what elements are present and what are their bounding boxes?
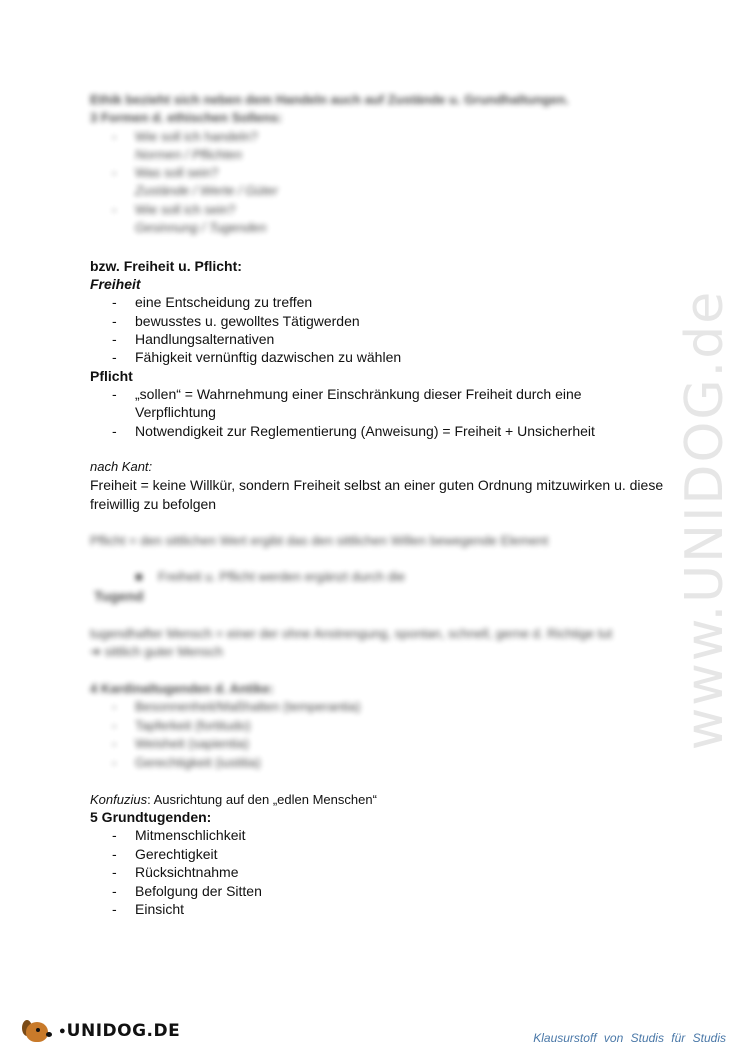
watermark: www.UNIDOG.de — [675, 289, 735, 751]
dash: - — [112, 755, 117, 770]
kardinal-item: Besonnenheit/Maßhalten (temperantia) — [135, 699, 361, 714]
dash: - — [112, 901, 117, 917]
dash: - — [112, 165, 117, 180]
pflicht-definition: Pflicht = den sittlichen Wert ergibt das den sittlichen Willen bewegende Element — [90, 533, 549, 548]
kardinal-heading: 4 Kardinaltugenden d. Antike: — [90, 681, 274, 696]
dash: - — [112, 699, 117, 714]
intro-answer: Gesinnung / Tugenden — [135, 220, 267, 235]
dash: - — [112, 423, 117, 439]
tugend-definition: tugendhafter Mensch = einer der ohne Anstrengung, spontan, schnell, gerne d. Richtige tut — [90, 626, 613, 641]
grundtugend-item: Befolgung der Sitten — [135, 883, 262, 899]
dash: - — [112, 827, 117, 843]
label-freiheit: Freiheit — [90, 276, 141, 292]
unidog-logo — [22, 1016, 180, 1046]
grundtugend-item: Mitmenschlichkeit — [135, 827, 246, 843]
logo-text-a: UNIDOG — [66, 1021, 147, 1041]
pflicht-item: Notwendigkeit zur Reglementierung (Anweisung) = Freiheit + Unsicherheit — [135, 423, 595, 439]
kardinal-item: Gerechtigkeit (iustitia) — [135, 755, 261, 770]
dash: - — [112, 129, 117, 144]
grundtugend-item: Gerechtigkeit — [135, 846, 218, 862]
dash: - — [112, 331, 117, 347]
dash: - — [112, 202, 117, 217]
dash: - — [112, 846, 117, 862]
footer-tagline: Klausurstoff von Studis für Studis — [533, 1031, 726, 1045]
pflicht-item-continuation: Verpflichtung — [135, 404, 216, 420]
tugend-conclusion: ➔ sittlich guter Mensch — [90, 644, 223, 659]
konfuzius-line — [90, 792, 377, 807]
intro-line-1: Ethik bezieht sich neben dem Handeln auch auf Zustände u. Grundhaltungen. — [90, 92, 569, 107]
kardinal-item: Tapferkeit (fortitudo) — [135, 718, 251, 733]
paw-icon: ● — [59, 1025, 66, 1037]
intro-line-2: 3 Formen d. ethischen Sollens: — [90, 110, 283, 125]
intro-question: Wie soll ich handeln? — [135, 129, 258, 144]
konfuzius-text: : Ausrichtung auf den „edlen Menschen“ — [147, 792, 377, 807]
dash: - — [112, 349, 117, 365]
kant-line-1: Freiheit = keine Willkür, sondern Freiheit selbst an einer guten Ordnung mitzuwirken u. diese — [90, 477, 664, 493]
pflicht-item: „sollen“ = Wahrnehmung einer Einschränkung dieser Freiheit durch eine — [135, 386, 582, 402]
intro-answer: Normen / Pflichten — [135, 147, 242, 162]
intro-answer: Zustände / Werte / Güter — [135, 183, 278, 198]
dash: - — [112, 864, 117, 880]
dog-mascot-icon — [22, 1016, 56, 1046]
kant-label: nach Kant: — [90, 459, 153, 474]
label-pflicht: Pflicht — [90, 368, 133, 384]
freiheit-item: Fähigkeit vernünftig dazwischen zu wählen — [135, 349, 402, 365]
freiheit-item: bewusstes u. gewolltes Tätigwerden — [135, 313, 360, 329]
square-bullet: ■ — [135, 569, 143, 584]
freiheit-item: Handlungsalternativen — [135, 331, 275, 347]
dash: - — [112, 718, 117, 733]
intro-question: Was soll sein? — [135, 165, 219, 180]
konfuzius-label: Konfuzius — [90, 792, 148, 807]
dash: - — [112, 313, 117, 329]
dash: - — [112, 883, 117, 899]
bullet-text: Freiheit u. Pflicht werden ergänzt durch die — [158, 569, 406, 584]
section-heading-freiheit-pflicht: bzw. Freiheit u. Pflicht: — [90, 258, 242, 274]
grundtugenden-heading: 5 Grundtugenden: — [90, 809, 212, 825]
grundtugend-item: Einsicht — [135, 901, 185, 917]
dash: - — [112, 736, 117, 751]
dash: - — [112, 294, 117, 310]
intro-question: Wie soll ich sein? — [135, 202, 236, 217]
freiheit-item: eine Entscheidung zu treffen — [135, 294, 313, 310]
dash: - — [112, 386, 117, 402]
kardinal-item: Weisheit (sapientia) — [135, 736, 249, 751]
logo-text-b: .DE — [146, 1021, 181, 1041]
grundtugend-item: Rücksichtnahme — [135, 864, 239, 880]
tugend-heading: Tugend — [94, 588, 144, 604]
kant-line-2: freiwillig zu befolgen — [90, 496, 217, 512]
